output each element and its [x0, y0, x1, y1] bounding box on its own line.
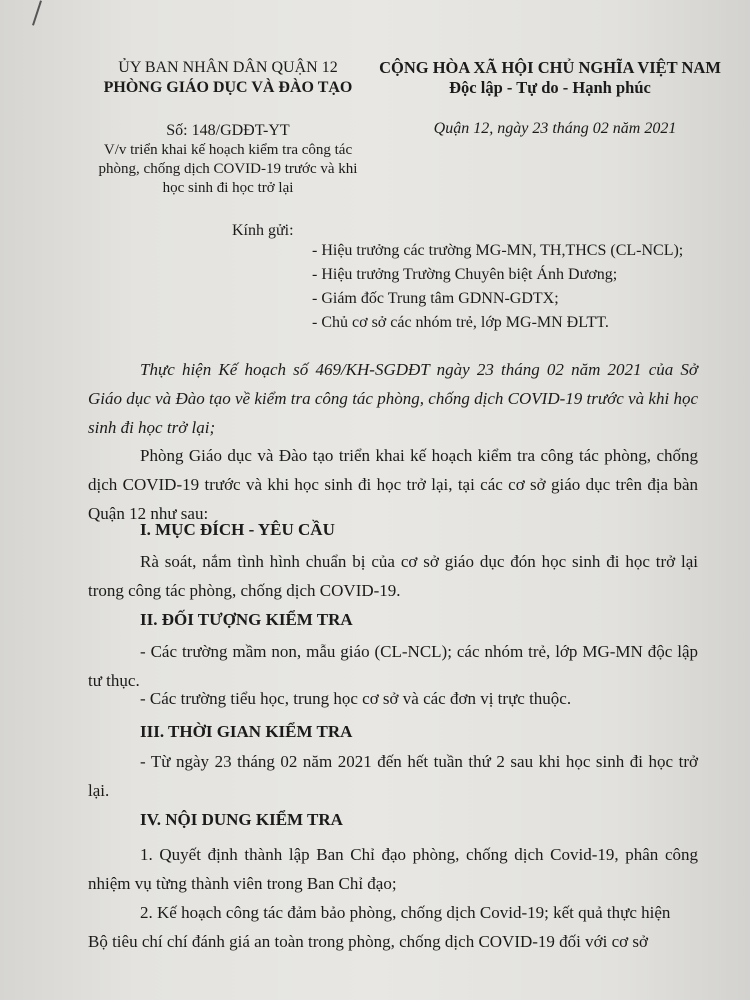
country-name: CỘNG HÒA XÃ HỘI CHỦ NGHĨA VIỆT NAM [379, 58, 721, 77]
issuing-agency-block [88, 58, 368, 98]
recipient-item: - Hiệu trưởng các trường MG-MN, TH,THCS (CL-NCL); [312, 242, 684, 259]
issue-date: Quận 12, ngày 23 tháng 02 năm 2021 [433, 120, 677, 137]
document-number: Số: 148/GDĐT-YT [166, 122, 290, 139]
section-heading: I. MỤC ĐÍCH - YÊU CẦU [140, 520, 335, 539]
subject-line: V/v triển khai kế hoạch kiểm tra công tác [103, 142, 353, 158]
national-header-block [370, 58, 730, 98]
section-text: - Các trường mầm non, mẫu giáo (CL-NCL); các nhóm trẻ, lớp MG-MN độc lập tư thục. [88, 642, 698, 690]
recipient-item: - Giám đốc Trung tâm GDNN-GDTX; [312, 290, 559, 307]
intro-paragraph: Thực hiện Kế hoạch số 469/KH-SGDĐT ngày 23 tháng 02 năm 2021 của Sở Giáo dục và Đào tạo về kiểm tra công tác phòng, chống dịch COVID-19 trước và khi học sinh đi học trở lại; [88, 360, 698, 437]
subject-line: phòng, chống dịch COVID-19 trước và khi [98, 161, 358, 177]
national-motto: Độc lập - Tự do - Hạnh phúc [449, 78, 651, 97]
section-heading: III. THỜI GIAN KIỂM TRA [140, 722, 353, 741]
section-text: Bộ tiêu chí chí đánh giá an toàn trong phòng, chống dịch COVID-19 đối với cơ sở [88, 932, 649, 951]
department-name: PHÒNG GIÁO DỤC VÀ ĐÀO TẠO [103, 79, 353, 96]
section-heading: IV. NỘI DUNG KIỂM TRA [140, 810, 343, 829]
recipient-item: - Hiệu trưởng Trường Chuyên biệt Ánh Dương; [312, 266, 618, 283]
subject-line: học sinh đi học trở lại [162, 180, 294, 196]
recipient-item: - Chủ cơ sở các nhóm trẻ, lớp MG-MN ĐLTT. [312, 314, 609, 331]
section-text: Rà soát, nắm tình hình chuẩn bị của cơ sở giáo dục đón học sinh đi học trở lại trong công tác phòng, chống dịch COVID-19. [88, 552, 698, 600]
section-text: 2. Kế hoạch công tác đảm bảo phòng, chống dịch Covid-19; kết quả thực hiện [140, 903, 671, 922]
agency-name: ỦY BAN NHÂN DÂN QUẬN 12 [118, 59, 338, 76]
document-subject [88, 141, 368, 198]
pen-mark [32, 0, 42, 25]
section-text: - Các trường tiểu học, trung học cơ sở và các đơn vị trực thuộc. [140, 689, 572, 708]
section-text: - Từ ngày 23 tháng 02 năm 2021 đến hết tuần thứ 2 sau khi học sinh đi học trở lại. [88, 752, 698, 800]
section-text: 1. Quyết định thành lập Ban Chỉ đạo phòng, chống dịch Covid-19, phân công nhiệm vụ từng thành viên trong Ban Chỉ đạo; [88, 845, 698, 893]
recipients-label: Kính gửi: [232, 222, 294, 239]
section-heading: II. ĐỐI TƯỢNG KIỂM TRA [140, 610, 353, 629]
main-paragraph: Phòng Giáo dục và Đào tạo triển khai kế hoạch kiểm tra công tác phòng, chống dịch COVID-19 trước và khi học sinh đi học trở lại, tại các cơ sở giáo dục trên địa bàn Quận 12 như sau: [88, 446, 698, 523]
